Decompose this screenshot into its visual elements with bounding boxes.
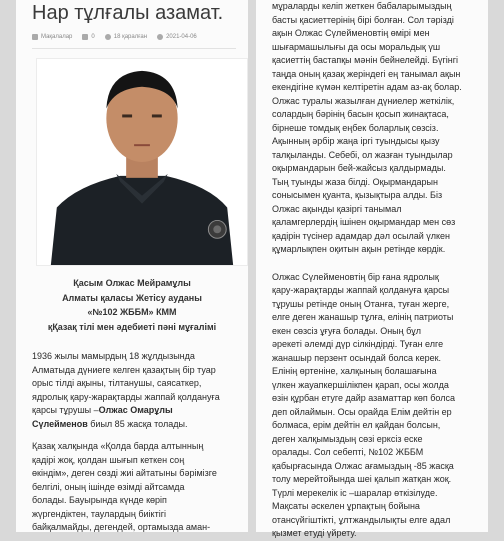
text-line: Мақсаты әскелен ұрпақтың бойына	[272, 501, 420, 511]
text-line: өкіндім», деген сөзді жиі айтатыны бәрімізге	[32, 468, 217, 478]
text-line: қадірін түсінер адамдар дәл осылай үлкен	[272, 230, 451, 241]
text-line: деген халқымыздың сөзі ерксіз еске	[272, 433, 423, 444]
article-body-right	[272, 0, 484, 541]
text-line: қызмет етуді үйрету.	[272, 528, 357, 538]
meta-date: 2021-04-06	[157, 34, 197, 40]
text-line: қадірі жоқ, қолдан шығып кеткен соң	[32, 454, 185, 465]
meta-category[interactable]: Мақалалар	[32, 34, 72, 40]
text-line: құмарлықпен оқитын ақын ретінде көрдік.	[272, 244, 446, 254]
text-line: екендігіне күмән келтіретін адам аз-ақ болар.	[272, 82, 462, 92]
text-line: бірнеше томдық еңбек боларлық сөзсіз.	[272, 122, 439, 133]
text-line: Олжас ақынды қазіргі танымал	[272, 203, 402, 214]
comment-icon	[82, 34, 88, 40]
photo-caption	[16, 276, 248, 334]
text-line: талқыланды. Себебі, ол жазған туындылар	[272, 149, 453, 160]
text-line: өзін құрбан етуге дайр азаматтар көп болса	[272, 393, 456, 403]
text-line: толу мерейтойында шеі қалып жатқан жоқ.	[272, 474, 452, 484]
caption-line: Қасым Олжас Мейрамұлы	[73, 278, 191, 288]
meta-views: 18 қаралған	[105, 34, 147, 40]
eye-icon	[105, 34, 111, 40]
text-line: қаламгерлердің ішінен оқырмандар мен сөз	[272, 217, 456, 227]
text-line: Сүлейменов биыл 85 жасқа толады.	[32, 418, 188, 429]
bold-name: Сүлейменов	[32, 418, 88, 429]
text-line: солардың бәрінің басын қосып жинақтаса,	[272, 109, 449, 119]
text-line: сонысымен қуанта, қызықтыра алды. Біз	[272, 190, 443, 200]
text-line: екен сөзсіз ұғуға болады. Оның бұл	[272, 325, 422, 336]
text-line: Тың туынды жаза білді. Оқырмандарын	[272, 176, 438, 187]
article-page-left	[16, 0, 248, 532]
text-line: елге деген жанашыр тұлға, елінің патриоты	[272, 312, 454, 322]
bold-name: Олжас Омарұлы	[98, 405, 173, 415]
text-line: оқырмандарын бей-жайсыз қалдырмады.	[272, 163, 446, 173]
caption-line: қҚазақ тілі мен әдебиеті пәні мұғалімі	[47, 321, 217, 332]
text-line: отансүйгіштікті, ұлтжандылықты елге адал	[272, 514, 451, 525]
text-line: ядролық қару-жарақтарды жаппай қолдануға	[32, 391, 220, 402]
text-line: ақын Олжас Сүлейменовтің өмірі мен	[272, 28, 430, 38]
text-line: белгілі, оның ішінде өзімді айтсамда	[32, 481, 185, 492]
text-line: қасиеттің бастапқы мәнін бейнелейді. Бүгінгі	[272, 55, 459, 65]
author-photo	[36, 58, 248, 266]
text-line: байқалмайды, дегендей, ортамызда аман-	[32, 522, 211, 532]
text-line: Олжас туралы жазылған дүниелер жеткілік,	[272, 95, 455, 106]
text-line: тұрушы ретінде оның Отанға, туған жерге,	[272, 298, 450, 309]
meta-divider	[32, 48, 236, 49]
folder-icon	[32, 34, 38, 40]
text-line: таңда оның қазақ жеріндегі ең танымал ақын	[272, 68, 461, 79]
text-line: 1936 жылы мамырдың 18 жұлдызында	[32, 351, 195, 361]
text-line: қабырғасында Олжас ағамыздың -85 жасқа	[272, 460, 454, 471]
text-line: жанашыр перзент осындай болса керек.	[272, 352, 442, 363]
text-line: орыс тілді ақыны, тілтанушы, саясаткер,	[32, 378, 202, 388]
text-line: Алматыда дүниеге келген қазақтың бір туар	[32, 364, 216, 375]
text-line: қару-жарақтарды жаппай қолдануға қарсы	[272, 285, 450, 295]
article-meta	[32, 34, 197, 40]
text-line: Елінің өртеніне, халқының болашағына	[272, 366, 437, 376]
text-line: Ақынның әрбір жаңа іргі туындысы қызу	[272, 136, 440, 146]
text-line: әрекеті әлемді дүр сілкіндірді. Туған елге	[272, 339, 444, 349]
article-page-right	[256, 0, 488, 538]
text-line: мұраларды келіп жеткен бабаларымыздың	[272, 1, 452, 11]
text-line: оралады. Сол себепті, №102 ЖББМ	[272, 447, 424, 457]
text-line: шығармашылығы да осы моральдық үш	[272, 41, 441, 52]
text-line: жүргендіктен, таулардың биіктігі	[32, 508, 166, 519]
text-line: Қазақ халқында «Қолда барда алтынның	[32, 441, 204, 451]
meta-comments[interactable]: 0	[82, 34, 94, 40]
caption-line: «№102 ЖББМ» КММ	[87, 307, 177, 317]
clock-icon	[157, 34, 163, 40]
article-body-left	[32, 350, 242, 535]
text-line: қарсы тұрушы –Олжас Омарұлы	[32, 405, 173, 415]
text-line: Олжас Сүлейменовтің бір ғана ядролық	[272, 271, 439, 282]
article-title: Нар тұлғалы азамат.	[32, 2, 224, 24]
text-line: үлкен жауапкершілікпен қарап, осы жолда	[272, 379, 449, 390]
text-line: Түрлі мерекелік іс –шаралар өткізілуде.	[272, 487, 438, 498]
text-line: басты қасиеттерінің бірі болған. Сол тәрізді	[272, 14, 454, 25]
text-line: болады. Бауырында күнде көріп	[32, 495, 167, 505]
text-line: болмаса, ерім дейтін ел қайдан болсын,	[272, 420, 441, 430]
caption-line: Алматы қаласы Жетісу ауданы	[62, 292, 202, 303]
text-line: деп ойлаймын. Осы орайда Елім дейтін ер	[272, 406, 452, 417]
